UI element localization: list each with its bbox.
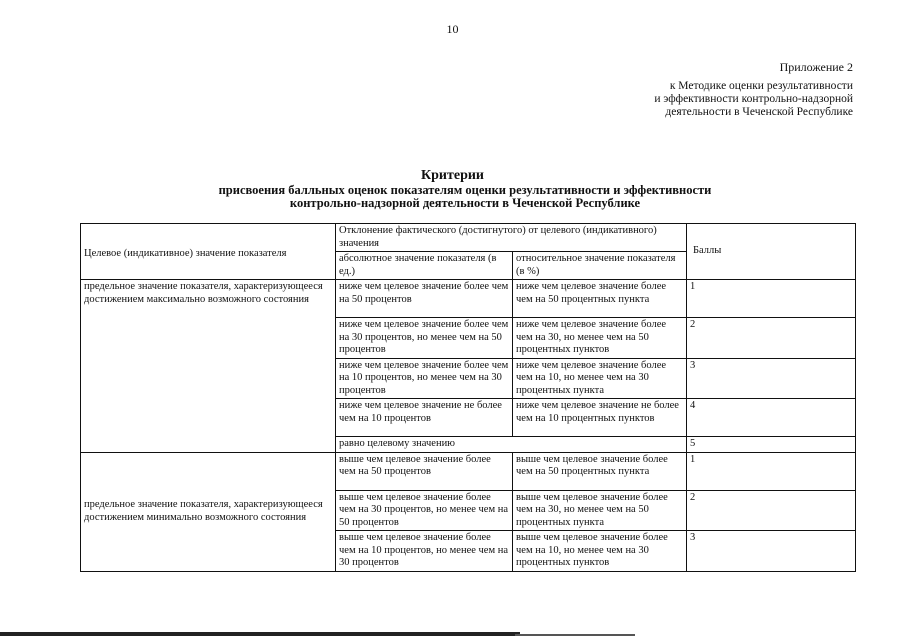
table-row xyxy=(81,280,856,318)
appendix-reference xyxy=(654,80,853,119)
appendix-title: Приложение 2 xyxy=(779,60,853,74)
group-target-value: предельное значение показателя, характеризующееся достижением минимально возможного состояния xyxy=(81,452,336,571)
appendix-reference-line: к Методике оценки результативности xyxy=(669,80,853,92)
absolute-cell: выше чем целевое значение более чем на 10 процентов, но менее чем на 30 процентов xyxy=(336,531,513,572)
absolute-cell: выше чем целевое значение более чем на 30 процентов, но менее чем на 50 процентов xyxy=(336,490,513,531)
absolute-cell: выше чем целевое значение более чем на 50 процентов xyxy=(336,452,513,490)
score-cell: 4 xyxy=(687,399,856,437)
score-cell: 2 xyxy=(687,318,856,359)
relative-cell: ниже чем целевое значение более чем на 30, но менее чем на 50 процентных пунктов xyxy=(513,318,687,359)
document-title: Критерии xyxy=(420,168,484,183)
relative-cell: ниже чем целевое значение не более чем на 10 процентных пунктов xyxy=(513,399,687,437)
absolute-cell: ниже чем целевое значение более чем на 10 процентов, но менее чем на 30 процентов xyxy=(336,358,513,399)
document-subtitle-line: контрольно-надзорной деятельности в Чеченской Республике xyxy=(289,196,641,210)
relative-cell: выше чем целевое значение более чем на 30, но менее чем на 50 процентных пункта xyxy=(513,490,687,531)
document-subtitle xyxy=(0,184,905,210)
absolute-cell: ниже чем целевое значение более чем на 50 процентов xyxy=(336,280,513,318)
score-cell: 3 xyxy=(687,358,856,399)
equal-value-cell: равно целевому значению xyxy=(336,437,687,453)
relative-cell: выше чем целевое значение более чем на 10, но менее чем на 30 процентных пунктов xyxy=(513,531,687,572)
score-cell: 1 xyxy=(687,280,856,318)
scan-edge-line xyxy=(515,634,635,636)
score-cell: 3 xyxy=(687,531,856,572)
relative-cell: ниже чем целевое значение более чем на 10, но менее чем на 30 процентных пункта xyxy=(513,358,687,399)
score-cell: 2 xyxy=(687,490,856,531)
criteria-table xyxy=(80,223,856,572)
page-number: 10 xyxy=(446,22,459,36)
table-header-row xyxy=(81,224,856,252)
header-deviation: Отклонение фактического (достигнутого) от целевого (индикативного) значения xyxy=(336,224,687,252)
relative-cell: ниже чем целевое значение более чем на 50 процентных пункта xyxy=(513,280,687,318)
appendix-reference-line: деятельности в Чеченской Республике xyxy=(665,106,853,118)
score-cell: 5 xyxy=(687,437,856,453)
header-target-value: Целевое (индикативное) значение показателя xyxy=(81,224,336,280)
relative-cell: выше чем целевое значение более чем на 50 процентных пункта xyxy=(513,452,687,490)
header-relative: относительное значение показателя (в %) xyxy=(513,252,687,280)
document-subtitle-line: присвоения балльных оценок показателям оценки результативности и эффективности xyxy=(218,183,712,197)
header-score: Баллы xyxy=(687,224,856,280)
table-row xyxy=(81,452,856,490)
scan-edge-line xyxy=(0,632,520,636)
score-cell: 1 xyxy=(687,452,856,490)
group-target-value: предельное значение показателя, характеризующееся достижением максимально возможного состояния xyxy=(81,280,336,453)
absolute-cell: ниже чем целевое значение более чем на 30 процентов, но менее чем на 50 процентов xyxy=(336,318,513,359)
absolute-cell: ниже чем целевое значение не более чем на 10 процентов xyxy=(336,399,513,437)
appendix-reference-line: и эффективности контрольно-надзорной xyxy=(654,93,853,105)
header-absolute: абсолютное значение показателя (в ед.) xyxy=(336,252,513,280)
